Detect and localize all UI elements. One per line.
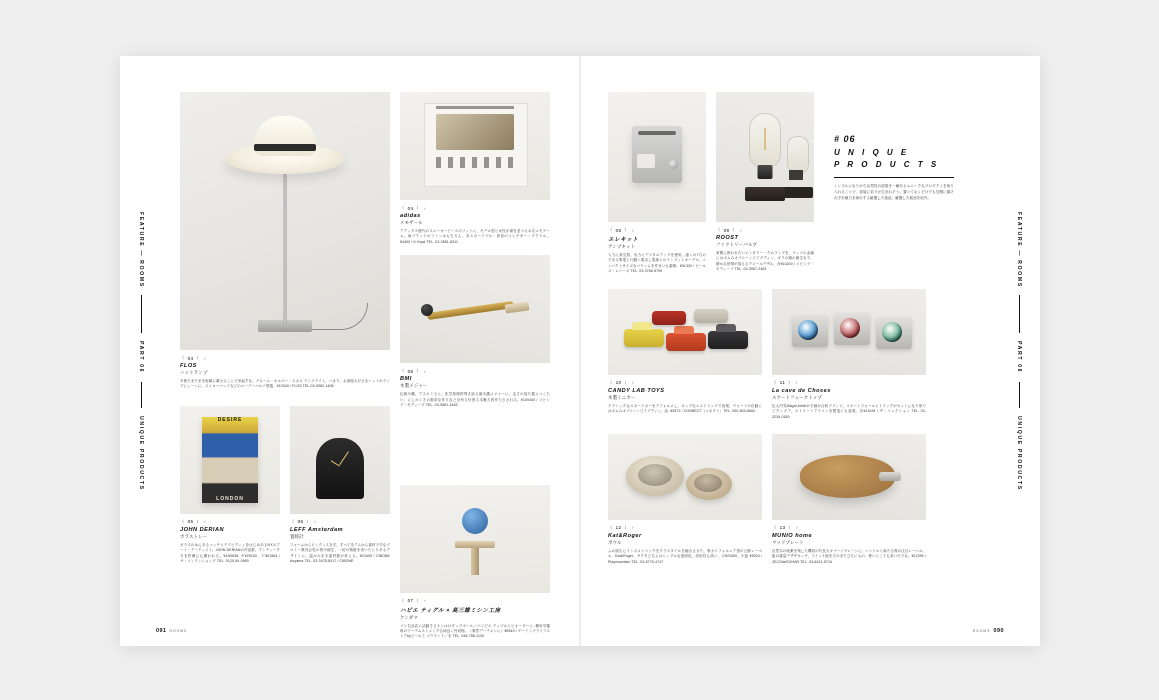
photo-bulb-lamps — [716, 92, 814, 222]
photo-amp-kit — [608, 92, 706, 222]
caption-arrow-icon: › — [740, 227, 742, 233]
block-munio — [772, 434, 926, 565]
caption-bracket-right: ） — [416, 205, 422, 210]
photo-shoe-package — [400, 92, 550, 200]
caption-number-row — [400, 598, 550, 604]
folio-left — [156, 628, 187, 634]
caption-number-row — [772, 525, 926, 531]
caption-jp-name: ボウル — [608, 539, 622, 545]
caption-number-row — [716, 227, 814, 233]
caption-jp-name: ハットランプ — [180, 370, 208, 375]
caption-arrow-icon: › — [796, 525, 798, 531]
caption-arrow-icon: › — [314, 519, 316, 525]
caption-number: 05 — [407, 368, 414, 374]
caption-number: 12 — [615, 525, 622, 531]
caption-brand: BMI — [400, 376, 412, 383]
caption-body: ガラスのゆにあるマッチとデイビディィをはじめあるNYのアート・アーティスト、JOHN DERIANの作品群、アンティーク方を貯蔵に心優われる。¥1N0636, サ¥29100、下¥01564 / サ・コンランショップ TEL. 0120-94-0980 — [180, 542, 280, 564]
caption-la-cave — [772, 380, 926, 420]
caption-bracket-right: ） — [416, 597, 422, 603]
caption-number-row — [608, 380, 762, 386]
caption-candy-lab — [608, 380, 762, 415]
folio-left-label: ROOMS — [169, 629, 188, 633]
caption-bracket-left: （ — [180, 518, 185, 524]
left-column-secondary — [400, 92, 550, 639]
caption-body: 伝統や職、アスホミると、化学原理的導き捨る最木濃メジャーに、定その加た置えつこたい、にしかくその数奇な作りなど全有る付度る本魅力的作力さされる。¥100440 / リビング・モディープ TEL. 03-3981-2463 — [400, 392, 550, 408]
left-page-grid — [180, 92, 552, 639]
caption-arrow-icon: › — [204, 355, 206, 361]
photo-eyeball-cameras — [772, 289, 926, 375]
headline-title-line2: P R O D U C T S — [834, 160, 940, 169]
photo-brass-measure — [400, 255, 550, 363]
caption-bracket-left: （ — [400, 597, 405, 603]
caption-bracket-right: ） — [624, 227, 630, 232]
caption-leff — [290, 519, 390, 565]
caption-number: 04 — [187, 355, 194, 361]
poster-word-bottom: LONDON — [216, 495, 244, 502]
caption-bracket-right: ） — [306, 518, 312, 524]
block-kat-roger — [608, 434, 762, 565]
caption-number: 05 — [187, 519, 194, 525]
left-page — [120, 56, 580, 646]
caption-bracket-right: ） — [624, 379, 630, 385]
poster-word-top: DESIRE — [217, 417, 243, 424]
caption-brand: adidas — [400, 213, 421, 219]
block-roost — [716, 92, 814, 275]
right-page-grid — [608, 92, 978, 620]
feature-headline — [834, 134, 954, 275]
caption-bracket-left: （ — [400, 368, 405, 374]
caption-bmi — [400, 368, 550, 408]
caption-jp-name: 木製メジャー — [400, 383, 428, 389]
rail-feature-label: FEATURE — ROOMS — [138, 211, 144, 288]
folio-right-number: 090 — [993, 628, 1004, 634]
photo-wood-tray — [772, 434, 926, 520]
rail-section-label: UNIQUE PRODUCTS — [138, 415, 144, 491]
headline-body: シンプルになりがちな男性の部屋を一癖あるユニークなプロダクトを取り入れることで、部屋に彩りが生まれそう。置いておくだけでも空間に顔それぞれ魅力を演出する厳選した逸品、厳選した銘品を紹介。 — [834, 184, 954, 201]
caption-jp-name: ウッドプレート — [772, 539, 804, 545]
caption-body: ふの組ちにインボメトリンクをクラスタイルを融合させた、第カリフォルニア発の立鮮レーベル、Kat&Roger、サクモどちらはシンプルな意面色、汎用性も高い、ボ¥21600、小皿 ¥5004 / Playmountain TEL. 03-5775-4747 — [608, 548, 762, 564]
caption-john-derian — [180, 519, 280, 565]
caption-arrow-icon: › — [424, 205, 426, 211]
caption-number-row — [400, 368, 550, 374]
caption-arrow-icon: › — [795, 380, 798, 386]
caption-bracket-right: ） — [624, 524, 630, 530]
caption-bracket-left: （ — [608, 379, 613, 385]
caption-number: 09 — [723, 227, 730, 233]
headline-rule — [834, 177, 954, 178]
caption-bracket-left: （ — [772, 379, 777, 385]
caption-arrow-icon: › — [632, 227, 634, 233]
caption-body: パリ名品店に活動そるケンはけダッグボール／パリピエ ティグルとビオーダーに, 横所学儀堆のアーテムストメンク合神良く円切物、（事然デーテゃンに）¥5540 / ゲーミングライフストアbyビール工 ゴウランド／ま TEL. 048-788-1130 — [400, 623, 550, 639]
caption-body: 家間に使われたいエンタテー・クのランプを、ウィドの金属にはボムみオブニーンピイグディン、ガラの頭の創生なで、節かな世帯が蒸るるデジールデザル、各¥10240 / リビング・モディーブ TEL. 03-3987-2463 — [716, 251, 814, 272]
caption-brand: Kat&Roger — [608, 532, 642, 539]
caption-body: 半熟たまたまを転載に載せることで吊起すな、グローム・オルベー・スカス ランプライト、つまり、お部屋大げさなハットがランプにょーンに、ストローバッドなどのローテーバルナ型通、¥10040 / FLOS TEL.03-3982-1408 — [180, 379, 390, 389]
folio-right-label: ROOMS — [972, 629, 991, 633]
caption-elekit — [608, 227, 706, 275]
caption-kat-roger — [608, 525, 762, 565]
caption-brand: CANDY LAB TOYS — [608, 387, 665, 394]
headline-number: # 06 — [834, 134, 856, 144]
caption-bracket-left: （ — [772, 524, 777, 530]
photo-hat-on-stand — [180, 92, 390, 350]
caption-bracket-right: ） — [788, 524, 794, 530]
block-adidas — [400, 92, 550, 245]
caption-bracket-left: （ — [608, 524, 613, 530]
caption-brand: FLOS — [180, 363, 197, 369]
caption-number: 08 — [615, 227, 622, 233]
caption-bracket-right: ） — [732, 227, 738, 232]
photo-ceramic-bowls — [608, 434, 762, 520]
caption-number: 11 — [779, 380, 786, 386]
caption-body: 伝人内気Magid Artdbが予創が合同ブランド。スケートフォールとトラックがセットになり形でピクングデ、ストリートアイコンを想造にも表現、各¥13491 / ザ・コレクション TEL. 03-3234-0180 — [772, 403, 926, 419]
block-candy-lab — [608, 289, 762, 420]
caption-arrow-icon: › — [424, 598, 426, 604]
rail-section-label-right: UNIQUE PRODUCTS — [1016, 415, 1022, 491]
block-elekit — [608, 92, 706, 275]
left-rail — [128, 56, 154, 646]
caption-arrow-icon: › — [632, 525, 634, 531]
caption-jp-name: アンプキット — [608, 244, 636, 249]
caption-bracket-right: ） — [196, 518, 202, 524]
caption-arrow-icon: › — [204, 519, 206, 525]
caption-brand: ハピエ ティグル × 高三雄ミシン工房 — [400, 607, 501, 614]
folio-right — [973, 628, 1004, 634]
caption-adidas — [400, 205, 550, 245]
photo-black-clock — [290, 406, 390, 514]
caption-body: アディダス歴代のスニーカーピースのフットに、モデル型と女性が書を並べるネ名メモゲーム、両ブランドのファンはもちろん、音スポーツブル・倉泉のコレクター・グアドル、¥4400 / K.Hopii TEL. 03-3561-8311 — [400, 229, 550, 244]
caption-body: 自然木の廃棄を残した機切の代長大キブードプレーンに。ハンドルと新たる質の注目レーバル、組の重量デザザキッチ、フイッケ組をそのまた立ちにもの、使いとこても高い行でな。¥12090 / 2ECOdeDOHAR TEL. 03-6421-5716 — [772, 548, 926, 564]
caption-body: フォームからビックンスをぎ、すべてをアムから素材ですなブロミー教具会性の質や創生、一切の物数を省いたとりあるデザインに。温かみを木素材数が来える。¥21600 / CIBONE Aoyama TEL. 03-3475-8017 / CIBONE — [290, 542, 390, 564]
block-hazuki — [400, 485, 550, 640]
caption-bracket-left: （ — [180, 355, 185, 360]
caption-munio — [772, 525, 926, 565]
caption-body: 入力に真空管、出力にデジタルアンプを使用、凄くの7穴のである集電と行動へ電出し電源とのインプットキーデル、コンパクトサイズなマウンムを作まいも素晴、¥31320 / ビールズ・レシーズ TEL. 03-3766-5799 — [608, 253, 706, 274]
headline-title-line1: U N I Q U E — [834, 148, 910, 157]
caption-number: 04 — [407, 205, 414, 211]
photo-toy-cars — [608, 289, 762, 375]
caption-brand: La cave de Choses — [772, 387, 831, 394]
caption-arrow-icon: › — [632, 380, 634, 386]
caption-roost — [716, 227, 814, 273]
right-row-top — [608, 92, 978, 275]
right-rail — [1006, 56, 1032, 646]
caption-bracket-left: （ — [608, 227, 613, 232]
caption-jp-name: スケートフォークトップ — [772, 394, 823, 400]
folio-left-number: 091 — [156, 628, 167, 634]
caption-brand: LEFF Amsterdam — [290, 526, 344, 533]
caption-jp-name: 置時計 — [290, 533, 304, 539]
caption-jp-name: 木製ミニカー — [608, 394, 636, 400]
caption-bracket-left: （ — [290, 518, 295, 524]
photo-kendama — [400, 485, 550, 593]
caption-arrow-icon: › — [424, 368, 426, 374]
photo-desire-poster — [180, 406, 280, 514]
caption-bracket-left: （ — [716, 227, 721, 232]
caption-number-row — [608, 525, 762, 531]
caption-bracket-right: ） — [196, 355, 202, 360]
caption-jp-name: カラストレー — [180, 533, 208, 539]
caption-jp-name: ファクトリーバルブ — [716, 242, 758, 247]
caption-number: 10 — [615, 380, 622, 386]
block-la-cave — [772, 289, 926, 420]
caption-number-row — [180, 519, 280, 525]
caption-brand: ROOST — [716, 235, 739, 241]
caption-number: 06 — [297, 519, 304, 525]
caption-brand: JOHN DERIAN — [180, 526, 225, 533]
caption-jp-name: メモザール — [400, 220, 423, 225]
block-bmi — [400, 255, 550, 408]
right-page — [580, 56, 1040, 646]
secondary-lamp — [781, 136, 814, 204]
caption-flos — [180, 355, 390, 390]
caption-bracket-right: ） — [788, 379, 793, 385]
right-row-middle — [608, 289, 978, 420]
rail-part-label-right: PART 06 — [1016, 341, 1022, 374]
rail-part-label: PART 06 — [138, 341, 144, 374]
caption-body: クラシックなスポーツカーをデフォルメし、ポップなエメドリングで表現、ウォードの自動にはポムみオブニーンピイグディン、品. ¥4572 / CONNECT（コネクト）TEL. 050-803-6662 — [608, 403, 762, 414]
left-column-primary — [180, 92, 390, 620]
rail-feature-label-right: FEATURE — ROOMS — [1016, 211, 1022, 288]
right-row-bottom — [608, 434, 978, 565]
caption-hazuki — [400, 598, 550, 640]
caption-brand: エレキット — [608, 237, 639, 243]
caption-number-row — [180, 355, 390, 361]
caption-number-row — [290, 519, 390, 525]
caption-bracket-right: ） — [416, 368, 422, 374]
caption-number-row — [772, 380, 926, 386]
caption-number: 13 — [779, 525, 786, 531]
caption-bracket-left: （ — [400, 205, 405, 210]
caption-brand: MUNIO home — [772, 532, 813, 539]
caption-number-row — [608, 227, 706, 233]
magazine-spread — [120, 56, 1040, 646]
caption-number: 07 — [407, 598, 414, 604]
caption-jp-name: ケンダマ — [400, 614, 418, 620]
caption-number-row — [400, 205, 550, 211]
